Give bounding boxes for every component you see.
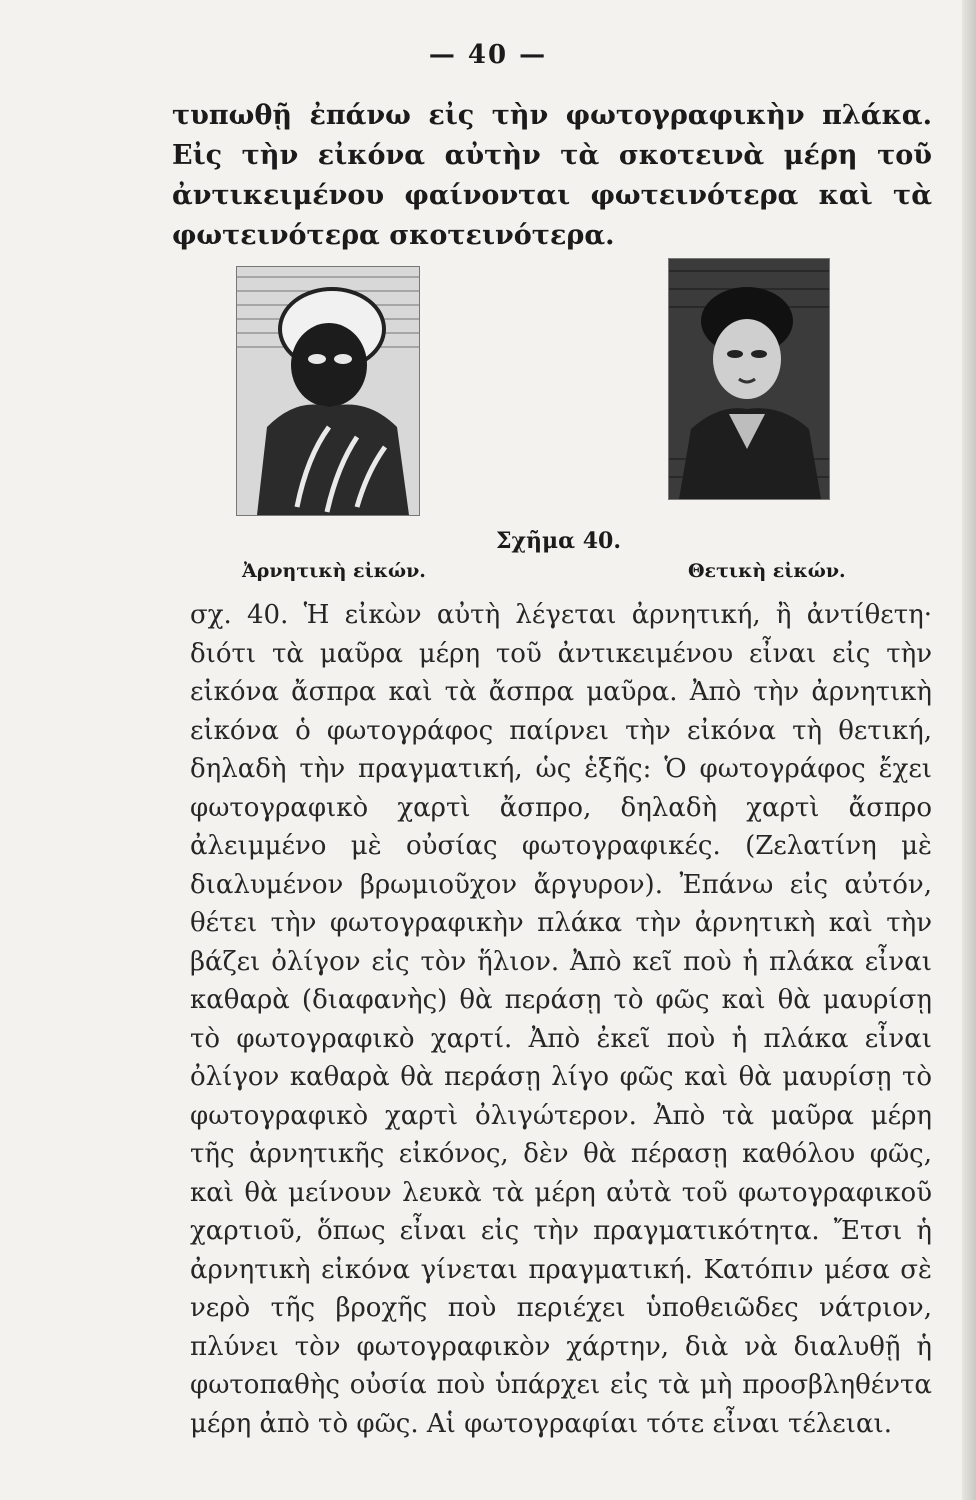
positive-portrait-illustration	[669, 259, 829, 499]
positive-image-figure	[668, 258, 830, 500]
page-number: — 40 —	[428, 40, 548, 70]
negative-portrait-illustration	[237, 267, 419, 515]
paragraph-main: σχ. 40. Ἡ εἰκὼν αὐτὴ λέγεται ἀρνητική, ἢ ἀντίθετη· διότι τὰ μαῦρα μέρη τοῦ ἀντικειμένου εἶναι εἰς τὴν εἰκόνα ἄσπρα καὶ τὰ ἄσπρα μαῦρα. Ἀπὸ τὴν ἀρνητικὴ εἰκόνα ὁ φωτογράφος παίρνει τὴν εἰκόνα τὴ θετική, δηλαδὴ τὴν πραγματική, ὡς ἑξῆς: Ὁ φωτογράφος ἔχει φωτογραφικὸ χαρτὶ ἄσπρο, δηλαδὴ χαρτὶ ἄσπρο ἀλειμμένο μὲ οὐσίας φωτογραφικές. (Ζελατίνη μὲ διαλυμένον βρωμιοῦχον ἄργυρον). Ἐπάνω εἰς αὐτόν, θέτει τὴν φωτογραφικὴν πλάκα τὴν ἀρνητικὴ καὶ τὴν βάζει ὀλίγον εἰς τὸν ἥλιον. Ἀπὸ κεῖ ποὺ ἡ πλάκα εἶναι καθαρὰ (διαφανὴς) θὰ περάσῃ τὸ φῶς καὶ θὰ μαυρίσῃ τὸ φωτογραφικὸ χαρτί. Ἀπὸ ἐκεῖ ποὺ ἡ πλάκα εἶναι ὀλίγον καθαρὰ θὰ περάσῃ λίγο φῶς καὶ θὰ μαυρίσῃ τὸ φωτογραφικὸ χαρτὶ ὀλιγώτερον. Ἀπὸ τὰ μαῦρα μέρη τῆς ἀρνητικῆς εἰκόνος, δὲν θὰ πέρασῃ καθόλου φῶς, καὶ θὰ μείνουν λευκὰ τὰ μέρη αὐτὰ τοῦ φωτογραφικοῦ χαρτιοῦ, ὅπως εἶναι εἰς τὴν πραγματικότητα. Ἔτσι ἡ ἀρνητικὴ εἰκόνα γίνεται πραγματική. Κατόπιν μέσα σὲ νερὸ τῆς βροχῆς ποὺ περιέχει ὑποθειῶδες νάτριον, πλύνει τὸν φωτογραφικὸν χάρτην, διὰ νὰ διαλυθῇ ἡ φωτοπαθὴς οὐσία ποὺ ὑπάρχει εἰς τὰ μὴ προσβληθέντα μέρη ἀπὸ τὸ φῶς. Αἱ φωτογραφίαι τότε εἶναι τέλειαι.	[190, 600, 932, 1439]
paragraph-top: τυπωθῇ ἐπάνω εἰς τὴν φωτογραφικὴν πλάκα. Εἰς τὴν εἰκόνα αὐτὴν τὰ σκοτεινὰ μέρη τοῦ ἀντικειμένου φαίνονται φωτεινότερα καὶ τὰ φωτεινότερα σκοτεινότερα.	[172, 100, 932, 251]
positive-image-caption: Θετικὴ εἰκών.	[688, 560, 846, 582]
negative-image-caption: Ἀρνητικὴ εἰκών.	[242, 560, 426, 582]
figure-title: Σχῆμα 40.	[496, 528, 621, 554]
negative-image-figure	[236, 266, 420, 516]
page-edge-shadow	[962, 0, 976, 1500]
